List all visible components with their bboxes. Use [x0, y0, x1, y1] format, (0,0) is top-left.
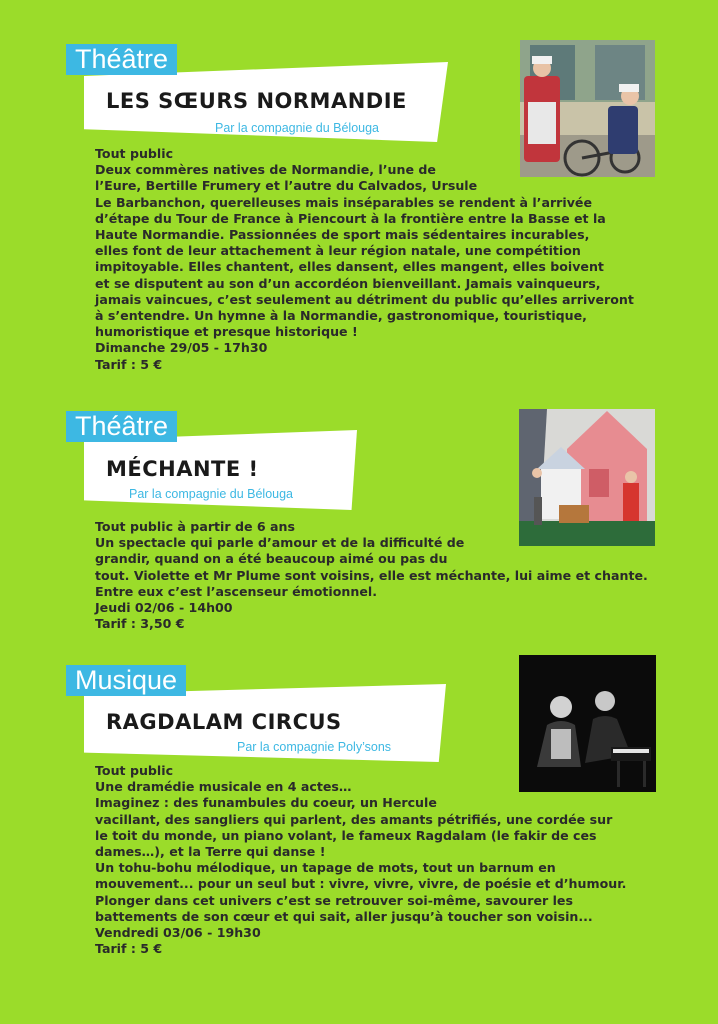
- description-line: et se disputent au son d’un accordéon bienveillant. Jamais vainqueurs,: [95, 275, 601, 291]
- description-line: Tout public: [95, 763, 174, 778]
- event-price: Tarif : 5 €: [95, 356, 163, 372]
- description-line: Tout public: [95, 146, 174, 161]
- description-line: Haute Normandie. Passionnées de sport mais sédentaires incurables,: [95, 227, 590, 243]
- description-line: mouvement... pour un seul but : vivre, vivre, vivre, de poésie et d’humour.: [95, 876, 627, 892]
- description-line: Le Barbanchon, querelleuses mais inséparables se rendent à l’arrivée: [95, 194, 592, 210]
- description-line: battements de son cœur et qui sait, aller jusqu’à toucher son voisin...: [95, 908, 593, 924]
- description-line: elles font de leur attachement à leur région natale, une compétition: [95, 243, 581, 259]
- description-line: dames…), et la Terre qui danse !: [95, 844, 326, 860]
- description-line: Un spectacle qui parle d’amour et de la difficulté de: [95, 535, 465, 551]
- description-line: Tout public à partir de 6 ans: [95, 519, 296, 534]
- category-label: Théâtre: [66, 44, 177, 75]
- event-company: Par la compagnie du Bélouga: [215, 121, 380, 135]
- category-label: Musique: [66, 665, 186, 696]
- description-line: d’étape du Tour de France à Piencourt à la frontière entre la Basse et la: [95, 210, 606, 226]
- description-line: Une dramédie musicale en 4 actes…: [95, 779, 352, 795]
- event-title: MÉCHANTE !: [106, 457, 259, 481]
- event-company: Par la compagnie du Bélouga: [129, 487, 294, 501]
- category-label: Théâtre: [66, 411, 177, 442]
- event-price: Tarif : 3,50 €: [95, 616, 185, 632]
- event-description: [95, 146, 634, 373]
- description-line: grandir, quand on a été beaucoup aimé ou pas du: [95, 551, 448, 567]
- description-line: le toit du monde, un piano volant, le fameux Ragdalam (le fakir de ces: [95, 827, 597, 843]
- event-date: Vendredi 03/06 - 19h30: [95, 925, 261, 941]
- event-description: [95, 519, 648, 632]
- event-company: Par la compagnie Poly’sons: [237, 740, 392, 754]
- event-description: [95, 763, 626, 957]
- description-line: l’Eure, Bertille Frumery et l’autre du Calvados, Ursule: [95, 178, 478, 194]
- description-line: à s’entendre. Un hymne à la Normandie, gastronomique, touristique,: [95, 308, 587, 324]
- description-line: Entre eux c’est l’ascenseur émotionnel.: [95, 583, 377, 599]
- description-line: Un tohu-bohu mélodique, un tapage de mots, tout un barnum en: [95, 860, 556, 876]
- description-line: humoristique et presque historique !: [95, 324, 358, 340]
- description-line: Imaginez : des funambules du coeur, un Hercule: [95, 795, 437, 811]
- event-title: LES SŒURS NORMANDIE: [106, 89, 407, 113]
- description-line: vacillant, des sangliers qui parlent, des amants pétrifiés, une cordée sur: [95, 811, 613, 827]
- description-line: impitoyable. Elles chantent, elles dansent, elles mangent, elles boivent: [95, 259, 604, 275]
- description-line: jamais vaincues, c’est seulement au détriment du public qu’elles arriveront: [95, 291, 634, 307]
- event-date: Jeudi 02/06 - 14h00: [95, 600, 233, 616]
- description-line: tout. Violette et Mr Plume sont voisins, elle est méchante, lui aime et chante.: [95, 567, 648, 583]
- description-line: Deux commères natives de Normandie, l’une de: [95, 162, 436, 178]
- description-line: Plonger dans cet univers c’est se retrouver soi-même, savourer les: [95, 892, 573, 908]
- event-price: Tarif : 5 €: [95, 941, 163, 957]
- event-date: Dimanche 29/05 - 17h30: [95, 340, 268, 356]
- event-title: RAGDALAM CIRCUS: [106, 710, 342, 734]
